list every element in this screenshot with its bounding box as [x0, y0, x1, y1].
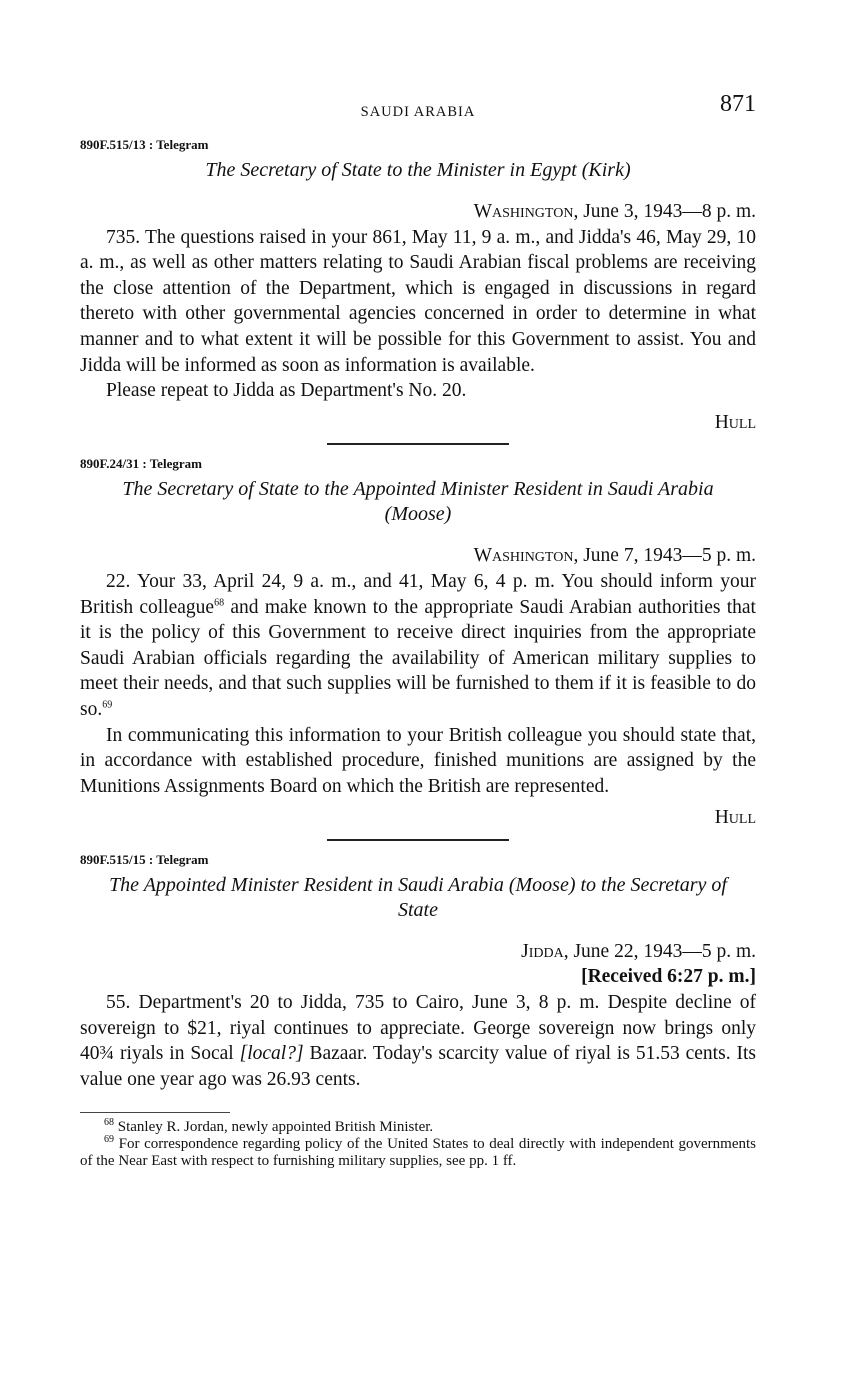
signature: Hull: [714, 411, 756, 433]
body-paragraph: Please repeat to Jidda as Department's No. 20.: [106, 380, 467, 402]
dateline-place: Washington: [473, 545, 574, 567]
dateline-place: Jidda: [521, 940, 564, 962]
body-paragraph: 735. The questions raised in your 861, May 11, 9 a. m., and Jidda's 46, May 29, 10 a. m., as well as other matters relating to Saudi Arabian fiscal problems are receiving the close attention of the Department, which is engaged in discussions in regard thereto with other governmental agencies concerned in order to determine in what manner and to what extent it will be possible for this Government to assist. You and Jidda will be informed as soon as information is available.: [80, 226, 756, 376]
running-title: SAUDI ARABIA: [360, 104, 476, 120]
page-number: 871: [720, 91, 756, 117]
paragraph-text: Bazaar. Today's scarcity value of riyal is 51.53 cents. Its value one year ago was 26.93 cents.: [80, 1043, 756, 1090]
telegram-heading: The Appointed Minister Resident in Saudi Arabia (Moose) to the Secretary of State: [109, 873, 727, 921]
telegram-heading: The Secretary of State to the Minister in Egypt (Kirk): [205, 159, 631, 181]
dateline-place: Washington: [473, 201, 574, 222]
telegram-section: [80, 851, 756, 1093]
dateline-date: , June 7, 1943—5 p. m.: [573, 545, 756, 567]
body-paragraph: [80, 990, 756, 1092]
section-divider: [327, 443, 509, 445]
received-time: [Received 6:27 p. m.]: [581, 966, 756, 988]
footnote-reference: 68: [214, 597, 225, 609]
footnote-text: For correspondence regarding policy of the United States to deal directly with independent governments of the Near East with respect to furnishing military supplies, see pp. 1 ff.: [80, 1136, 756, 1170]
footnote-reference: 69: [102, 699, 113, 711]
dateline: [80, 939, 756, 965]
telegram-section: [80, 136, 756, 435]
footnote-rule: [80, 1112, 230, 1113]
paragraph-text: and make known to the appropriate Saudi Arabian authorities that it is the policy of this Government to receive direct inquiries from the appropriate Saudi Arabian officials regarding the availability of American military supplies to meet their needs, and that such supplies will be furnished to them if it is feasible to do so.: [80, 596, 756, 720]
telegram-heading: The Secretary of State to the Appointed Minister Resident in Saudi Arabia (Moose): [122, 478, 714, 526]
footnote: [80, 1136, 756, 1170]
page-header: [80, 92, 756, 126]
footnote-number: 69: [104, 1134, 114, 1146]
dateline-date: , June 3, 1943—8 p. m.: [573, 201, 756, 222]
signature: Hull: [714, 807, 756, 829]
footnote-text: Stanley R. Jordan, newly appointed British Minister.: [114, 1119, 434, 1136]
section-divider: [327, 839, 509, 841]
dateline: [80, 543, 756, 569]
body-paragraph: [80, 569, 756, 723]
telegram-section: [80, 455, 756, 831]
document-page: [80, 92, 756, 1170]
footnote-number: 68: [104, 1117, 114, 1129]
file-reference: 890F.24/31 : Telegram: [80, 456, 202, 472]
paragraph-text: 22. Your 33, April 24, 9 a. m., and 41, May 6, 4 p. m. You should inform your British colleague: [80, 570, 756, 618]
file-reference: 890F.515/15 : Telegram: [80, 851, 209, 867]
dateline: [80, 199, 756, 225]
dateline-date: , June 22, 1943—5 p. m.: [563, 940, 756, 962]
editorial-insertion: [local?]: [239, 1043, 304, 1065]
body-paragraph: In communicating this information to your British colleague you should state that, in accordance with established procedure, finished munitions are assigned by the Munitions Assignments Board on which the British are represented.: [80, 724, 756, 797]
file-reference: 890F.515/13 : Telegram: [80, 137, 209, 152]
footnotes: [80, 1119, 756, 1170]
footnote: [80, 1119, 756, 1136]
paragraph-text: 55. Department's 20 to Jidda, 735 to Cairo, June 3, 8 p. m. Despite decline of sovereign to $21, riyal continues to appreciate. George sovereign now brings only 40¾ riyals in Socal: [80, 992, 756, 1065]
